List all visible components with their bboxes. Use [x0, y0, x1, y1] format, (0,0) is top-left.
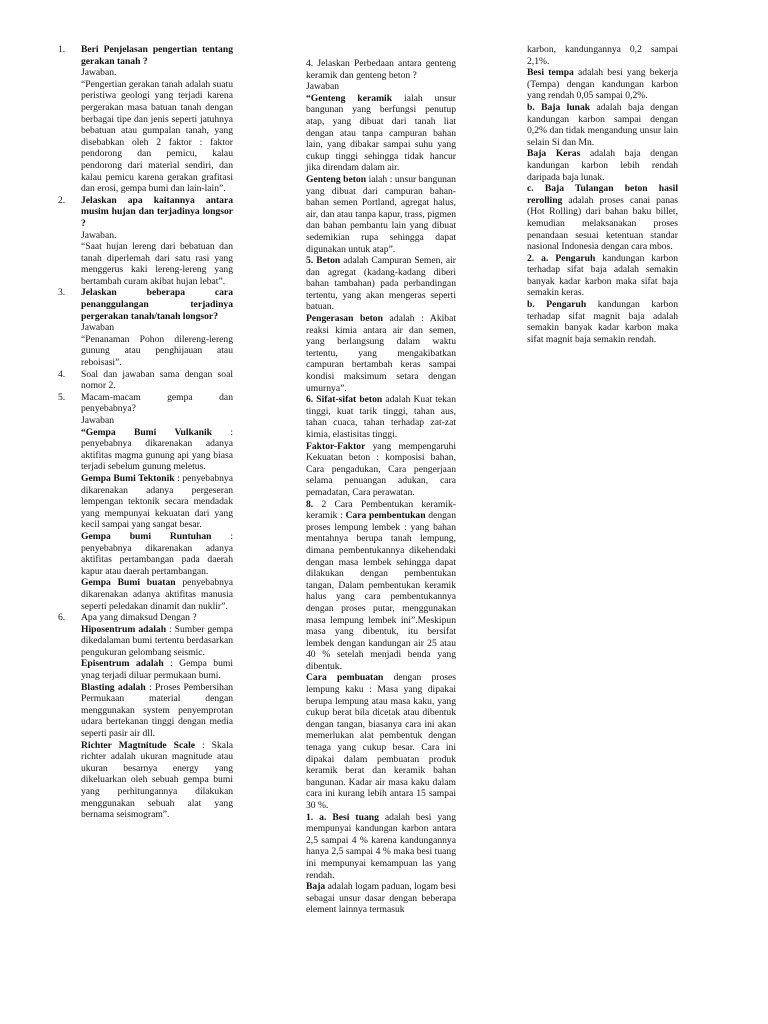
term-text: : Sumber gempa dikedalaman bumi tertentu berdasarkan pengukuran gelombang seismic.: [81, 623, 233, 658]
pengerasan-beton: [306, 313, 456, 394]
term-text: : Proses Pembersihan Permukaan material dengan menggunakan system penyemprotan udara bertekanan tinggi dengan media seperti pasir air dll.: [81, 681, 234, 740]
term-text: adalah baja dengan kandungan karbon lebih rendah daripada baja lunak.: [527, 148, 678, 183]
cara-pembentukan-keramik: [306, 499, 456, 673]
column-1: [58, 44, 233, 821]
term-label: 6. Sifat-sifat beton: [306, 394, 383, 406]
pengaruh-magnit: [527, 299, 678, 345]
term-label: Faktor-Faktor: [306, 440, 366, 452]
term-text: dengan proses lempung lembek : yang bahan mentahnya berupa tanah lempung, dimana pembentukannya dikehendaki dengan masa lembek sehingga dapat dilakukan dengan pembentukan tangan, Dalam pembentukan keramik halus yang cara pembentukannya dengan proses putar, menggunakan masa lempung lembek ini”.Meskipun masa yang dibentuk, itu bersifat lembek dengan kandungan air 25 atau 40 % setelah menjadi benda yang dibentuk.: [306, 510, 456, 672]
question-text: Apa yang dimaksud Dengan ?: [81, 612, 197, 624]
term-label: Baja Keras: [527, 148, 581, 160]
list-item-2: [58, 195, 233, 288]
term-text: adalah : Akibat reaksi kimia antara air dan semen, yang berlangsung dalam waktu tertentu, yang mengakibatkan campuran bertambah keras sampai kondisi maksimum setara dengan umurnya”.: [306, 313, 457, 394]
item-number: 2.: [58, 194, 66, 206]
cara-pembuatan: [306, 672, 456, 811]
term-text: penyebabnya dikarenakan adanya aktifitas manusia seperti peledakan dinamit dan nuklir”.: [81, 577, 233, 612]
term-label: b. Pengaruh: [527, 299, 587, 311]
baja-tulangan: [527, 183, 678, 253]
term-label: Baja: [306, 881, 326, 893]
question-text: Macam-macam gempa dan penyebabnya?: [81, 391, 233, 415]
term-label: Blasting adalah: [81, 681, 146, 693]
answer-label: Jawaban: [81, 415, 115, 426]
answer-label: Jawaban.: [81, 67, 117, 79]
term-text: ialah : unsur bangunan yang dibuat dari campuran bahan-bahan semen Portland, agregat halus, air, dan atau tanpa kapur, trass, pigmen dan bahan pembantu lain yang dibuat sedemikian rupa sehingga dapat digunakan untuk atap”.: [306, 173, 456, 255]
baja-keras: [527, 148, 678, 183]
answer-label: Jawaban: [81, 322, 115, 334]
question-text: Beri Penjelasan pengertian tentang gerakan tanah ?: [81, 44, 233, 67]
term-text: : Skala richter adalah ukuran magnitude atau ukuran besarnya energy yang dikeluarkan oleh sebuah gempa bumi yang perhitungannya dilakukan menggunakan sebuah alat yang bernama seismogram”.: [81, 739, 233, 821]
term-label: c. Baja Tulangan beton hasil rerolling: [527, 183, 678, 206]
term-label: “Genteng keramik: [306, 92, 393, 104]
column-2: [306, 58, 456, 916]
term-label: Cara pembentukan: [345, 510, 426, 522]
answer-text: “Pengertian gerakan tanah adalah suatu peristiwa geologi yang terjadi karena pergerakan masa batuan tanah dengan berbagai tipe dan jenis seperti jatuhnya bebatuan atau gumpalan tanah, yang disebabkan oleh 2 faktor : faktor pendorong dan pemicu, kalau pendorong dari material sendiri, dan kalau pemicu karena gerakan grafitasi dan erosi, gempa bumi dan lain-lain”.: [81, 78, 233, 195]
pengaruh-kekerasan: [527, 253, 678, 299]
term-label: Gempa Bumi buatan: [81, 577, 176, 589]
term-label: Genteng beton: [306, 173, 367, 185]
sifat-beton: [306, 394, 456, 440]
term-text: kandungan karbon terhadap sifat baja adalah semakin banyak kadar karbon maka sifat baja semakin keras.: [527, 252, 678, 299]
term-text: : penyebabnya dikarenakan adanya aktifitas pertambangan pada daerah kapur atau daerah pertambangan.: [81, 530, 233, 577]
column-3: [527, 44, 678, 345]
besi-tempa: [527, 67, 678, 102]
blasting: [81, 682, 233, 740]
question-text: 4. Jelaskan Perbedaan antara genteng keramik dan genteng beton ?: [306, 58, 456, 81]
term-label: 2. a. Pengaruh: [527, 252, 596, 264]
item-number: 1.: [58, 44, 66, 55]
gempa-vulkanik: [81, 427, 233, 473]
term-text: : penyebabnya dikarenakan adanya pergeseran lempengan tektonik secara mendadak yang mempunyai kekuatan dari yang kecil sampai yang sangat besar.: [81, 472, 233, 531]
term-label: Gempa Bumi Tektonik: [81, 472, 175, 484]
list-item-3: [58, 287, 233, 368]
item-number: 3.: [58, 287, 66, 299]
term-text: kandungan karbon terhadap sifat magnit baja adalah semakin banyak kadar karbon maka sifat magnit baja semakin rendah.: [527, 299, 678, 345]
item-number: 4.: [58, 368, 66, 380]
answer-label: Jawaban.: [81, 229, 117, 241]
term-label: Richter Magtnitude Scale: [81, 739, 196, 751]
term-label: 1. a. Besi tuang: [306, 811, 379, 823]
beton: [306, 255, 456, 313]
item-number: 5.: [58, 391, 66, 403]
term-label: Besi tempa: [527, 67, 574, 79]
term-text: dengan proses lempung kaku : Masa yang dipakai berupa lempung atau masa kaku, yang cukup berat bila dicetak atau dibentuk dengan tangan, biasanya cara ini akan memerlukan alat pembentuk dengan tenaga yang cukup besar. Cara ini dipakai dalam pembuatan produk keramik berat dan keramik bahan bangunan. Kadar air masa kaku dalam cara ini kurang lebih antara 15 sampai 30 %.: [306, 672, 456, 811]
answer-text: “Penanaman Pohon dilereng-lereng gunung atau penghijauan atau reboisasi”.: [81, 333, 233, 369]
term-label: Gempa bumi Runtuhan: [81, 530, 212, 542]
term-text: : penyebabnya dikarenakan adanya aktifitas magma gunung api yang biasa terjadi sebelum gunung meletus.: [81, 426, 233, 473]
item-number: 6.: [58, 612, 66, 624]
term-label: Episentrum adalah: [81, 658, 164, 670]
list-item-6: [58, 612, 233, 821]
list-item-5: [58, 392, 233, 612]
term-label: Pengerasan beton: [306, 313, 383, 325]
faktor-faktor: [306, 441, 456, 499]
list-item-4: [58, 369, 233, 392]
term-text: 2 Cara Pembentukan keramik-keramik :: [306, 498, 456, 522]
baja-lunak: [527, 102, 678, 148]
term-label: 5. Beton: [306, 255, 341, 267]
term-text: adalah logam paduan, logam besi sebagai unsur dasar dengan beberapa element lainnya termasuk: [306, 881, 456, 916]
baja: [306, 881, 456, 916]
term-text: adalah Kuat tekan tinggi, kuat tarik tinggi, tahan aus, tahan cuaca, tahan terhadap zat-zat kimia, elastisitas tinggi.: [306, 394, 456, 440]
list-item-1: [58, 44, 233, 195]
term-text: adalah proses canai panas (Hot Rolling) dari bahan baku billet, kemudian melaksanakan proses penandaan sesuai ketentuan standar nasional Indonesia dengan cara mbos.: [527, 194, 678, 253]
term-text: adalah baja dengan kandungan karbon sampai dengan 0,2% dan tidak mengandung unsur lain selain Si dan Mn.: [527, 101, 679, 148]
besi-tuang: [306, 812, 456, 882]
answer-label: Jawaban: [306, 81, 340, 93]
term-label: b. Baja lunak: [527, 101, 591, 113]
question-text: Jelaskan beberapa cara penanggulangan terjadinya pergerakan tanah/tanah longsor?: [81, 287, 233, 322]
genteng-beton: [306, 174, 456, 255]
question-text: Jelaskan apa kaitannya antara musim hujan dan terjadinya longsor ?: [81, 194, 233, 229]
term-label: Hiposentrum adalah: [81, 623, 167, 635]
genteng-keramik: [306, 93, 456, 174]
term-text: adalah besi yang mempunyai kandungan karbon antara 2,5 sampai 4 % karena kandungannya hanya 2,5 sampai 4 % maka besi tuang ini mempunyai kemampuan las yang rendah.: [306, 811, 457, 881]
continued-text: karbon, kandungannya 0,2 sampai 2,1%.: [527, 44, 678, 67]
gempa-buatan: [81, 577, 233, 612]
term-label: “Gempa Bumi Vulkanik: [81, 426, 212, 438]
term-label: 8.: [306, 498, 314, 510]
episentrum: [81, 658, 233, 681]
term-text: yang mempengaruhi Kekuatan beton : komposisi bahan, Cara pengadukan, Cara pengerjaan selama penuangan adukan, cara pemadatan, Cara perawatan.: [306, 440, 456, 498]
gempa-runtuhan: [81, 531, 233, 577]
term-text: ialah unsur bangunan yang berfungsi penutup atap, yang dibuat dari tanah liat dengan atau tanpa campuran bahan lain, yang dibakar sampai suhu yang cukup tinggi sehingga tidak hancur jika direndam dalam air.: [306, 92, 456, 174]
term-text: adalah Campuran Semen, air dan agregat (kadang-kadang diberi bahan tambahan) pada perbandingan tertentu, yang akan mengeras seperti batuan.: [306, 255, 456, 313]
item-text: Soal dan jawaban sama dengan soal nomor 2.: [81, 368, 233, 392]
answer-text: “Saat hujan lereng dari bebatuan dan tanah diperlemah dari satu rasi yang menggerus kaki lereng-lereng yang bertambah curam akibat hujan lebat”.: [81, 241, 233, 287]
term-label: Cara pembuatan: [306, 672, 384, 684]
hiposentrum: [81, 624, 233, 659]
term-text: : Gempa bumi ynag terjadi diluar permukaan bumi.: [81, 658, 233, 682]
term-text: adalah besi yang bekerja (Tempa) dengan kandungan karbon yang rendah 0,05 sampai 0,2%.: [527, 67, 678, 102]
gempa-tektonik: [81, 473, 233, 531]
richter-scale: [81, 740, 233, 821]
